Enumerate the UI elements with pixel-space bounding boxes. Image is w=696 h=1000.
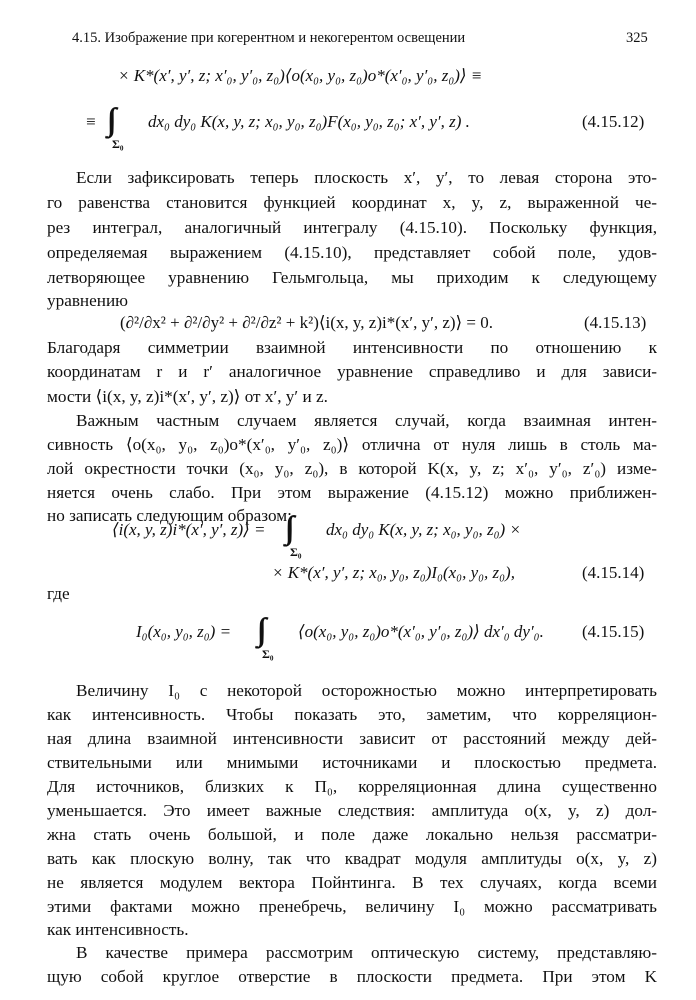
page-number: 325	[626, 30, 648, 46]
where-word: где	[47, 584, 70, 603]
equation-number: (4.15.15)	[582, 622, 645, 641]
equation-number: (4.15.14)	[582, 563, 645, 582]
equation-number: (4.15.13)	[584, 313, 647, 332]
section-title: 4.15. Изображение при когерентном и некогерентом освещении	[72, 30, 466, 46]
equation-number: (4.15.12)	[582, 112, 645, 131]
